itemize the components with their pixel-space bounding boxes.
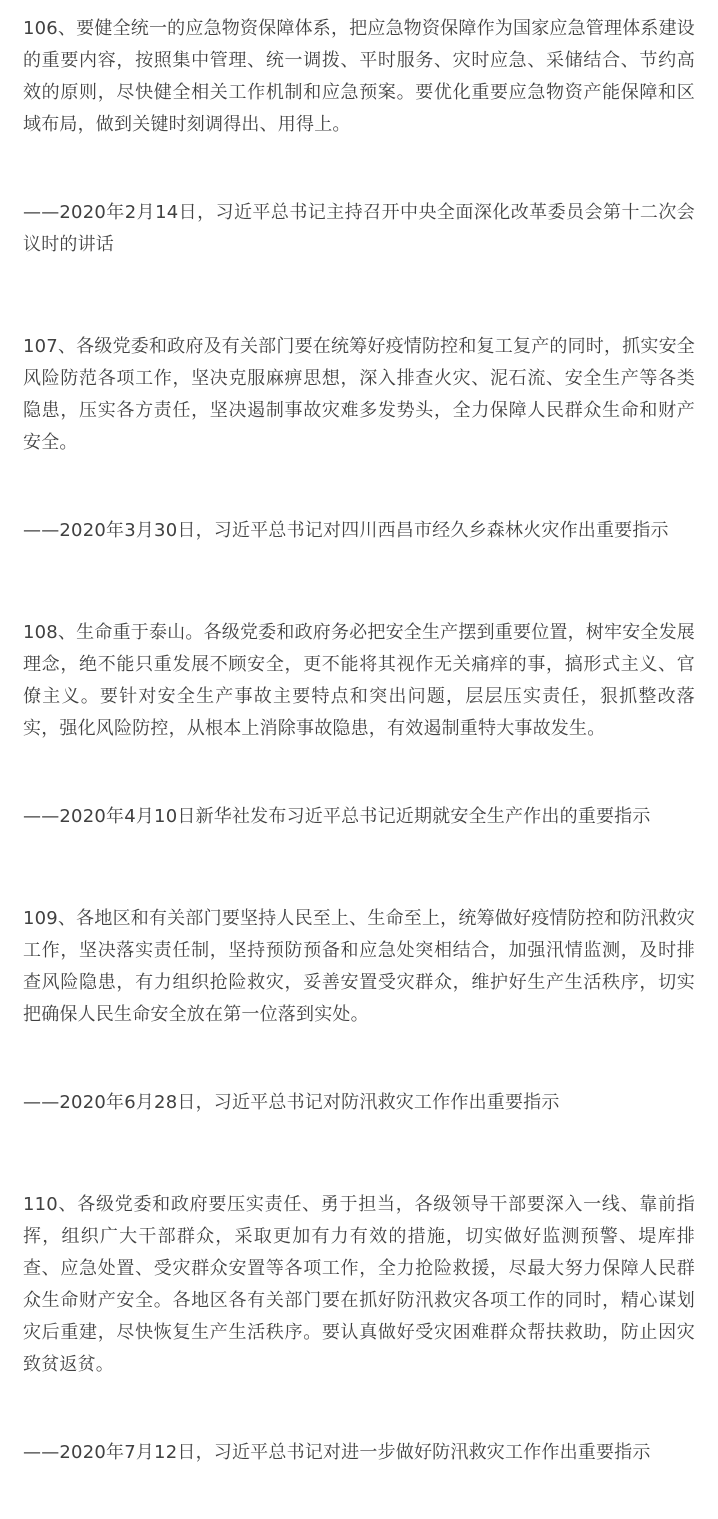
quote-attribution: ——2020年4月10日新华社发布习近平总书记近期就安全生产作出的重要指示 bbox=[23, 806, 651, 827]
quote-text bbox=[23, 331, 695, 459]
quote-number: 106、 bbox=[23, 18, 77, 39]
quote-number: 109、 bbox=[23, 908, 77, 929]
quote-attribution: ——2020年2月14日，习近平总书记主持召开中央全面深化改革委员会第十二次会议时的讲话 bbox=[23, 202, 695, 255]
quote-body: 要健全统一的应急物资保障体系，把应急物资保障作为国家应急管理体系建设的重要内容，按照集中管理、统一调拨、平时服务、灾时应急、采储结合、节约高效的原则，尽快健全相关工作机制和应急预案。要优化重要应急物资产能保障和区域布局，做到关键时刻调得出、用得上。 bbox=[23, 18, 695, 135]
quote-attribution: ——2020年6月28日，习近平总书记对防汛救灾工作作出重要指示 bbox=[23, 1092, 560, 1113]
quote-body: 各级党委和政府要压实责任、勇于担当，各级领导干部要深入一线、靠前指挥，组织广大干部群众，采取更加有力有效的措施，切实做好监测预警、堤库排查、应急处置、受灾群众安置等各项工作，全力抢险救援，尽最大努力保障人民群众生命财产安全。各地区各有关部门要在抓好防汛救灾各项工作的同时，精心谋划灾后重建，尽快恢复生产生活秩序。要认真做好受灾困难群众帮扶救助，防止因灾致贫返贫。 bbox=[23, 1194, 695, 1375]
quote-number: 108、 bbox=[23, 622, 77, 643]
quote-body: 各地区和有关部门要坚持人民至上、生命至上，统筹做好疫情防控和防汛救灾工作，坚决落实责任制，坚持预防预备和应急处突相结合，加强汛情监测，及时排查风险隐患，有力组织抢险救灾，妥善安置受灾群众，维护好生产生活秩序，切实把确保人民生命安全放在第一位落到实处。 bbox=[23, 908, 695, 1025]
quote-text bbox=[23, 617, 695, 745]
quote-attribution: ——2020年7月12日，习近平总书记对进一步做好防汛救灾工作作出重要指示 bbox=[23, 1442, 651, 1463]
quote-attribution: ——2020年3月30日，习近平总书记对四川西昌市经久乡森林火灾作出重要指示 bbox=[23, 520, 669, 541]
quote-block-108 bbox=[23, 617, 695, 833]
quote-number: 107、 bbox=[23, 336, 77, 357]
quote-block-106 bbox=[23, 13, 695, 261]
quote-number: 110、 bbox=[23, 1194, 78, 1215]
quote-body: 各级党委和政府及有关部门要在统筹好疫情防控和复工复产的同时，抓实安全风险防范各项工作，坚决克服麻痹思想，深入排查火灾、泥石流、安全生产等各类隐患，压实各方责任，坚决遏制事故灾难多发势头，全力保障人民群众生命和财产安全。 bbox=[23, 336, 695, 453]
quote-text bbox=[23, 13, 695, 141]
quote-block-110 bbox=[23, 1189, 695, 1469]
quote-block-109 bbox=[23, 903, 695, 1119]
quote-body: 生命重于泰山。各级党委和政府务必把安全生产摆到重要位置，树牢安全发展理念，绝不能只重发展不顾安全，更不能将其视作无关痛痒的事，搞形式主义、官僚主义。要针对安全生产事故主要特点和突出问题，层层压实责任，狠抓整改落实，强化风险防控，从根本上消除事故隐患，有效遏制重特大事故发生。 bbox=[23, 622, 695, 739]
quote-block-107 bbox=[23, 331, 695, 547]
quote-text bbox=[23, 903, 695, 1031]
quote-text bbox=[23, 1189, 695, 1381]
